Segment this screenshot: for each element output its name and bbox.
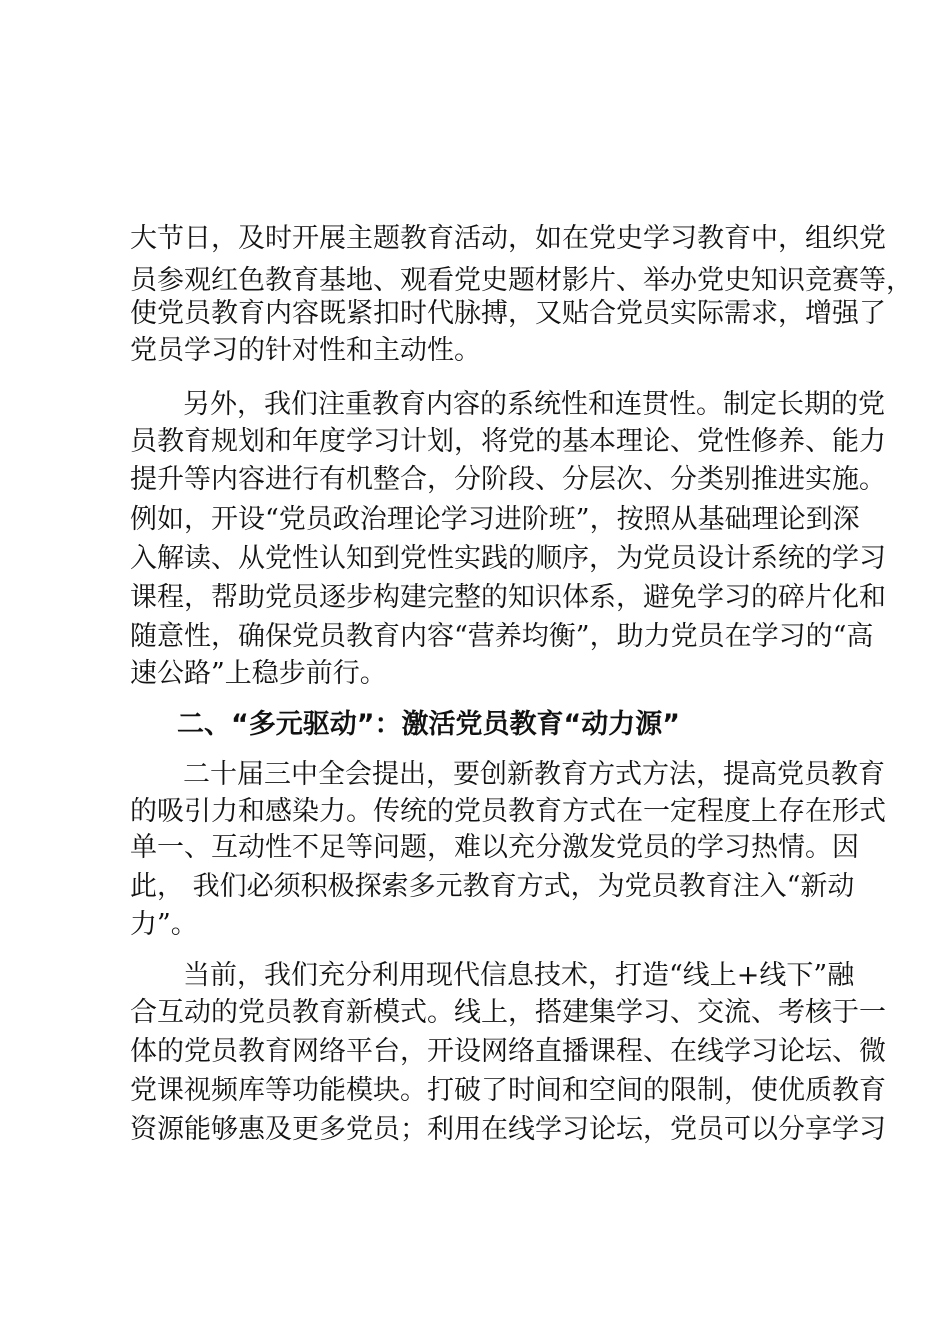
paragraph-2-line-8: 速公路”上稳步前行。: [130, 658, 387, 689]
paragraph-1-line-4: 党员学习的针对性和主动性。: [130, 335, 481, 366]
paragraph-1-line-1: 大节日，及时开展主题教育活动，如在党史学习教育中，组织党: [130, 223, 886, 254]
paragraph-4-line-3: 体的党员教育网络平台，开设网络直播课程、在线学习论坛、微: [130, 1036, 886, 1067]
section-heading: 二、“多元驱动”：激活党员教育“动力源”: [177, 709, 680, 740]
paragraph-3-line-3: 单一、互动性不足等问题，难以充分激发党员的学习热情。因: [130, 832, 859, 863]
paragraph-3-line-2: 的吸引力和感染力。传统的党员教育方式在一定程度上存在形式: [130, 796, 886, 827]
paragraph-2-line-4: 例如，开设“党员政治理论学习进阶班”，按照从基础理论到深: [130, 504, 860, 535]
paragraph-2-line-5: 入解读、从党性认知到党性实践的顺序，为党员设计系统的学习: [130, 543, 886, 574]
paragraph-3-line-1: 二十届三中全会提出，要创新教育方式方法，提高党员教育: [183, 759, 885, 790]
paragraph-3-line-5: 力”。: [130, 909, 198, 940]
paragraph-2-line-2: 员教育规划和年度学习计划，将党的基本理论、党性修养、能力: [130, 426, 886, 457]
paragraph-3-line-4: 此， 我们必须积极探索多元教育方式，为党员教育注入“新动: [130, 871, 855, 902]
paragraph-1-line-2: 员参观红色教育基地、观看党史题材影片、举办党史知识竞赛等，: [130, 265, 913, 296]
paragraph-4-line-1: 当前，我们充分利用现代信息技术，打造“线上+线下”融: [183, 960, 855, 991]
paragraph-2-line-6: 课程，帮助党员逐步构建完整的知识体系，避免学习的碎片化和: [130, 582, 886, 613]
paragraph-2-line-3: 提升等内容进行有机整合，分阶段、分层次、分类别推进实施。: [130, 464, 886, 495]
paragraph-1-line-3: 使党员教育内容既紧扣时代脉搏，又贴合党员实际需求，增强了: [130, 298, 886, 329]
paragraph-2-line-1: 另外，我们注重教育内容的系统性和连贯性。制定长期的党: [183, 389, 885, 420]
paragraph-2-line-7: 随意性，确保党员教育内容“营养均衡”，助力党员在学习的“高: [130, 621, 874, 652]
paragraph-4-line-4: 党课视频库等功能模块。打破了时间和空间的限制，使优质教育: [130, 1075, 886, 1106]
paragraph-4-line-5: 资源能够惠及更多党员；利用在线学习论坛，党员可以分享学习: [130, 1114, 886, 1145]
paragraph-4-line-2: 合互动的党员教育新模式。线上，搭建集学习、交流、考核于一: [130, 997, 886, 1028]
